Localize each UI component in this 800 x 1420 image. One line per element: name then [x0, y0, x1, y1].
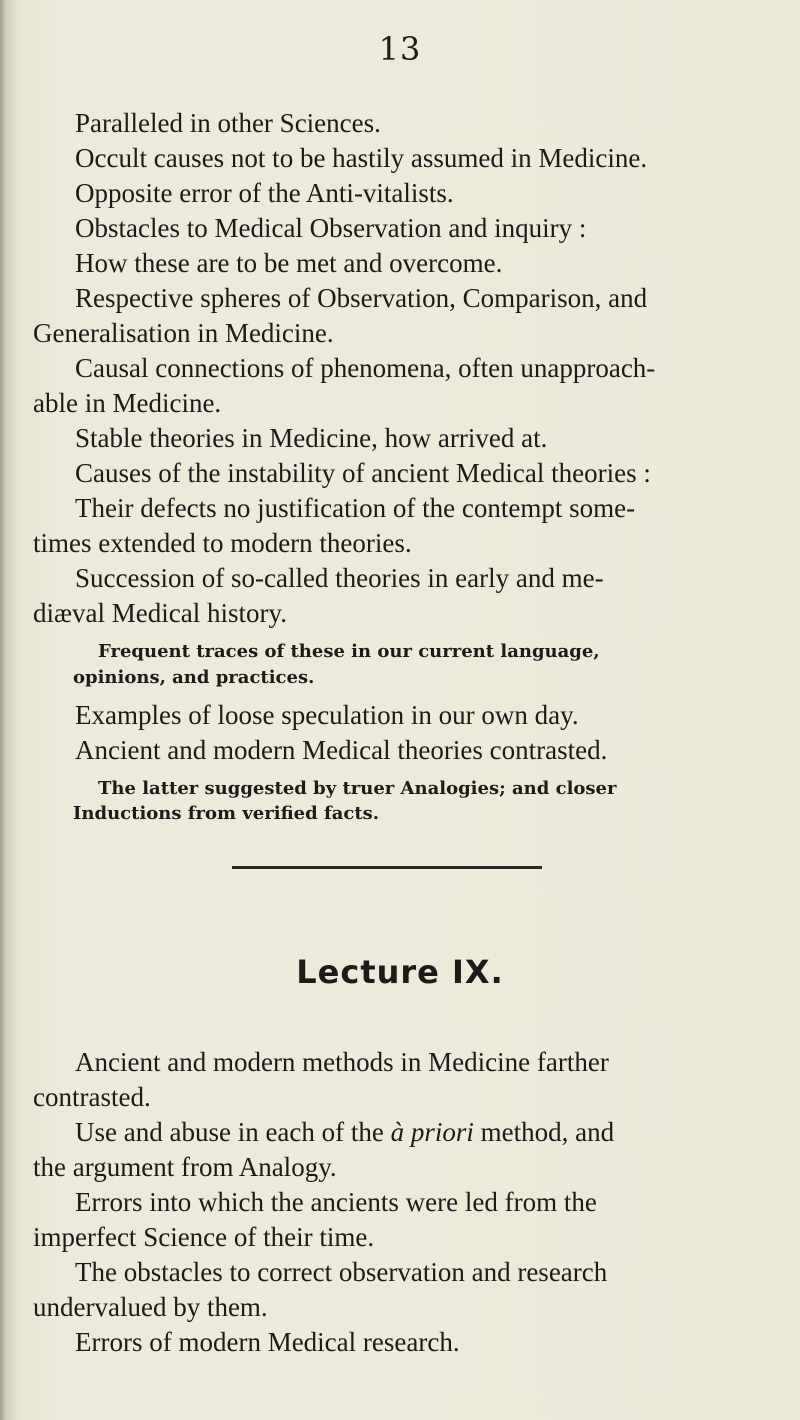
toc-line-continued: contrasted. — [33, 1082, 151, 1112]
toc-line: Occult causes not to be hastily assumed in Medicine. — [75, 143, 648, 173]
toc-subline: The latter suggested by truer Analogies; and closer — [98, 778, 617, 799]
toc-line — [75, 1117, 614, 1148]
toc-line-continued: times extended to modern theories. — [33, 528, 412, 558]
toc-text: method, and — [480, 1117, 615, 1147]
toc-line: The obstacles to correct observation and research — [75, 1257, 608, 1287]
toc-text: Use and abuse in each of the — [75, 1117, 384, 1147]
toc-italic-phrase: à priori — [390, 1117, 474, 1147]
toc-line: Ancient and modern methods in Medicine farther — [75, 1047, 609, 1077]
toc-line: Causes of the instability of ancient Medical theories : — [75, 458, 651, 488]
toc-line: Succession of so-called theories in early and me- — [75, 563, 604, 593]
toc-line-continued: diæval Medical history. — [33, 598, 287, 628]
section-divider — [232, 866, 542, 869]
toc-subline-continued: opinions, and practices. — [73, 667, 315, 688]
lecture-heading: Lecture IX. — [296, 953, 504, 991]
toc-line: Opposite error of the Anti-vitalists. — [75, 178, 454, 208]
toc-line: Errors of modern Medical research. — [75, 1327, 460, 1357]
toc-line: Examples of loose speculation in our own day. — [75, 700, 579, 730]
toc-line-continued: imperfect Science of their time. — [33, 1222, 375, 1252]
toc-line-continued: able in Medicine. — [33, 388, 222, 418]
toc-line-continued: undervalued by them. — [33, 1292, 268, 1322]
toc-line: Stable theories in Medicine, how arrived at. — [75, 423, 548, 453]
page-number: 13 — [378, 30, 422, 68]
toc-line-continued: Generalisation in Medicine. — [33, 318, 334, 348]
toc-line: Ancient and modern Medical theories contrasted. — [75, 735, 608, 765]
toc-line: Errors into which the ancients were led from the — [75, 1187, 597, 1217]
toc-line-continued: the argument from Analogy. — [33, 1152, 337, 1182]
toc-line: Respective spheres of Observation, Comparison, and — [75, 283, 648, 313]
toc-line: Causal connections of phenomena, often unapproach- — [75, 353, 656, 383]
toc-subline: Frequent traces of these in our current language, — [98, 641, 600, 662]
toc-subline-continued: Inductions from verified facts. — [73, 803, 380, 824]
toc-line: Obstacles to Medical Observation and inquiry : — [75, 213, 587, 243]
toc-line: Their defects no justification of the contempt some- — [75, 493, 636, 523]
toc-line: Paralleled in other Sciences. — [75, 108, 381, 138]
toc-line: How these are to be met and overcome. — [75, 248, 503, 278]
